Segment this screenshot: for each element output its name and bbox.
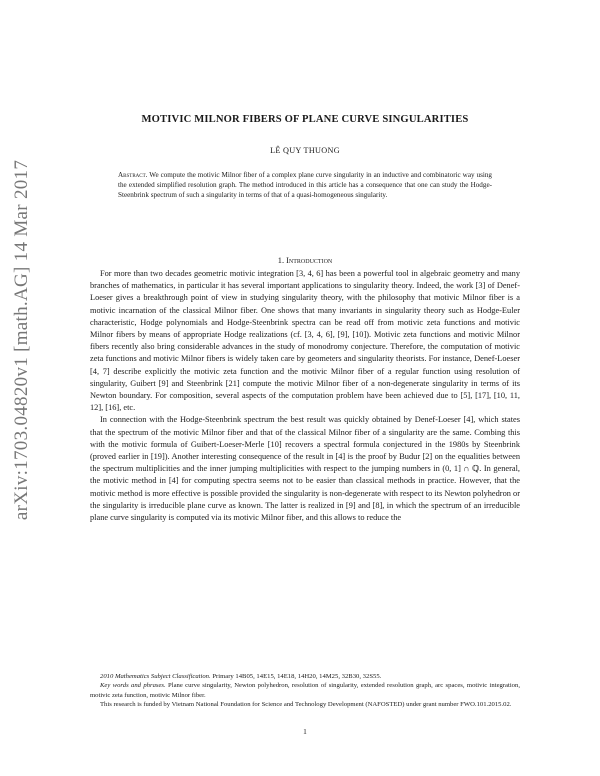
section-number: 1. [277,256,285,265]
abstract-text: We compute the motivic Milnor fiber of a complex plane curve singularity in an inductive and combinatoric way using the extended simplified resolution graph. The method introduced in this article has a consequence that one can study the Hodge-Steenbrink spectrum of such a singularity in terms of that of a quasi-homogeneous singularity. [118,171,492,199]
abstract-block [118,170,492,200]
body-text [90,268,520,524]
paragraph: In connection with the Hodge-Steenbrink spectrum the best result was quickly obtained by Denef-Loeser [4], which states that the spectrum of the motivic Milnor fiber and that of the classical Milnor fiber of a singularity are the same. Combing this with the motivic formula of Guibert-Loeser-Merle [10] recovers a spectral formula conjectured in the 1980s by Steenbrink (proved earlier in [19]). Another interesting consequence of the result in [4] is the proof by Budur [2] on the equalities between the spectrum multiplicities and the inner jumping multiplicities with respect to the jumping numbers in (0, 1] ∩ ℚ. In general, the motivic method in [4] for computing spectra seems not to be easier than classical methods in practice. However, that the motivic method is more effective is possible provided the singularity is non-degenerate with respect to its Newton polyhedron or the singularity is irreducible plane curve as known. The latter is realized in [9] and [8], in which the spectrum of an irreducible plane curve singularity is computed via its motivic Milnor fiber, and this allows to reduce the [90,415,520,523]
msc-codes: Primary 14B05, 14E15, 14E18, 14H20, 14M25, 32B30, 32S55. [212,673,382,680]
page-number: 1 [303,727,307,736]
abstract-label: Abstract. [118,171,148,179]
section-title: Introduction [286,256,333,265]
keywords-text: Plane curve singularity, Newton polyhedron, resolution of singularity, extended resolution graph, arc spaces, motivic integration, motivic zeta function, motivic Milnor fiber. [90,682,520,699]
footnote-funding: This research is funded by Vietnam National Foundation for Science and Technology Development (NAFOSTED) under grant number FWO.101.2015.02. [100,701,512,709]
keywords-label: Key words and phrases. [100,682,166,690]
footnote-msc [90,672,520,681]
msc-label: 2010 Mathematics Subject Classification. [100,673,211,680]
footnote-keywords [90,681,520,700]
section-heading [90,256,520,265]
arxiv-id-text: arXiv:1703.04820v1 [math.AG] 14 Mar 2017 [11,159,32,521]
paragraph: For more than two decades geometric motivic integration [3, 4, 6] has been a powerful tool in algebraic geometry and many branches of mathematics, in particular it has several important applications to singularity theory. Indeed, the work [3] of Denef-Loeser gives a breakthrough point of view in studying singularity theory, with the philosophy that motivic Milnor fiber is a motivic incarnation of the classical Milnor fiber. One shows that many invariants in singularity theory such as Hodge-Euler characteristic, Hodge polynomials and Hodge-Steenbrink spectra can be read off from motivic zeta functions and motivic Milnor fibers by means of appropriate Hodge realizations (cf. [3, 4, 6], [9], [10]). Motivic zeta functions and motivic Milnor fibers recently also bring considerable advances in the study of monodromy conjecture. Therefore, the computation of motivic zeta functions and motivic Milnor fibers is widely taken care by geometers and singularity theorists. For instance, Denef-Loeser [4, 7] describe explicitly the motivic zeta function and the motivic Milnor fiber of a regular function using resolution of singularity, Guibert [9] and Steenbrink [21] compute the motivic Milnor fiber of a non-degenerate singularity in terms of its Newton boundary. For composition, several aspects of the computation problem have been achieved due to [5], [17], [10, 11, 12], [16], etc. [90,269,520,413]
paper-title: MOTIVIC MILNOR FIBERS OF PLANE CURVE SINGULARITIES [141,114,469,125]
footnotes [90,672,520,710]
arxiv-identifier-stamp [10,130,34,550]
author-name: LÊ QUY THUONG [270,146,340,155]
